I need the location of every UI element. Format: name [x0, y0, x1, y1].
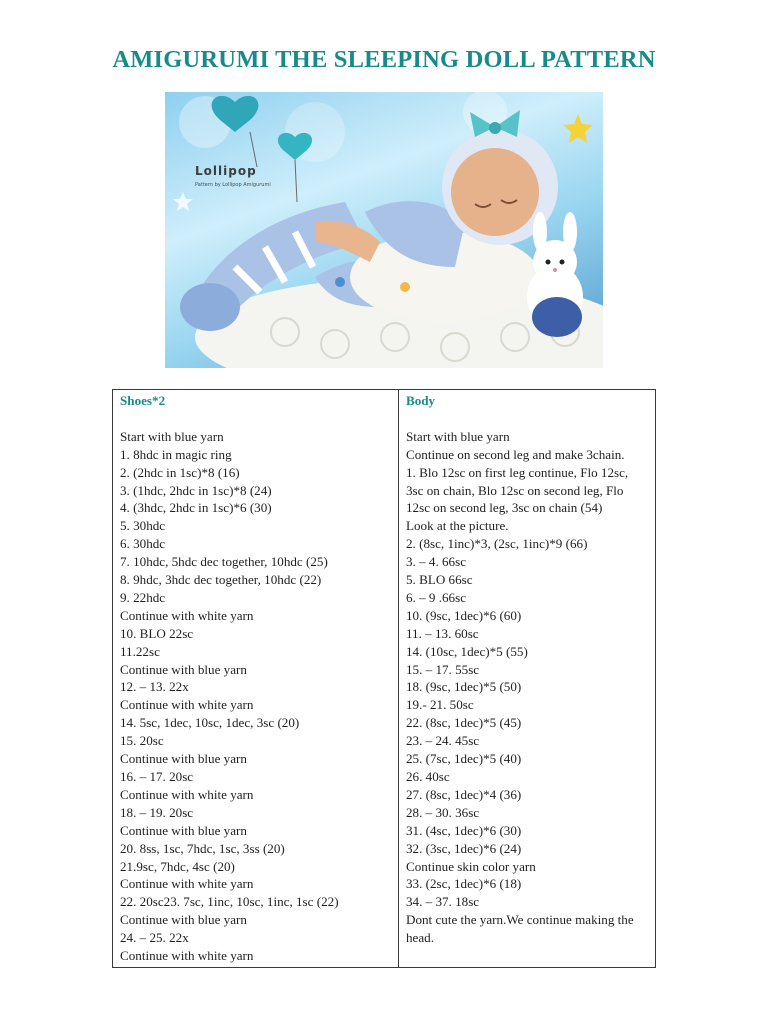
instruction-line: 3. (1hdc, 2hdc in 1sc)*8 (24) — [120, 482, 272, 498]
instruction-line: 1. Blo 12sc on first leg continue, Flo 12sc, 3sc on chain, Blo 12sc on second leg, Flo 12sc on second leg, 3sc on chain (54) — [406, 464, 629, 516]
instruction-line: 18. (9sc, 1dec)*5 (50) — [406, 679, 522, 695]
instruction-line: Continue with white yarn — [120, 948, 254, 964]
instruction-line: 5. 30hdc — [120, 518, 166, 534]
instruction-line: 32. (3sc, 1dec)*6 (24) — [406, 840, 522, 856]
instruction-line: 33. (2sc, 1dec)*6 (18) — [406, 876, 522, 892]
instruction-line: 28. – 30. 36sc — [406, 804, 480, 820]
instruction-line: 20. 8ss, 1sc, 7hdc, 1sc, 3ss (20) — [120, 840, 285, 856]
photo-watermark: Lollipop — [195, 164, 257, 178]
instruction-line: 19.- 21. 50sc — [406, 697, 474, 713]
instruction-line: 10. BLO 22sc — [120, 625, 194, 641]
instruction-line: Continue with white yarn — [120, 876, 254, 892]
instruction-line: Start with blue yarn — [406, 428, 510, 444]
photo-watermark-credit: Pattern by Lollipop Amigurumi — [195, 182, 271, 188]
instruction-line: 4. (3hdc, 2hdc in 1sc)*6 (30) — [120, 500, 272, 516]
instruction-line: Continue with blue yarn — [120, 912, 247, 928]
instruction-line: 21.9sc, 7hdc, 4sc (20) — [120, 858, 235, 874]
instruction-line: 2. (2hdc in 1sc)*8 (16) — [120, 464, 240, 480]
instruction-line: 9. 22hdc — [120, 589, 166, 605]
body-instructions — [406, 428, 648, 947]
instruction-line: Look at the picture. — [406, 518, 509, 534]
instruction-line: 1. 8hdc in magic ring — [120, 446, 232, 462]
instruction-line: 5. BLO 66sc — [406, 572, 473, 588]
instruction-line: 3. – 4. 66sc — [406, 554, 467, 570]
instruction-line: Continue skin color yarn — [406, 858, 536, 874]
instruction-line: 34. – 37. 18sc — [406, 894, 480, 910]
instruction-line: 8. 9hdc, 3hdc dec together, 10hdc (22) — [120, 572, 322, 588]
instruction-line: 11. – 13. 60sc — [406, 625, 479, 641]
shoes-column — [113, 390, 399, 968]
instruction-line: 22. 20sc23. 7sc, 1inc, 10sc, 1inc, 1sc (22) — [120, 894, 339, 910]
instruction-line: 12. – 13. 22x — [120, 679, 189, 695]
pattern-table — [112, 389, 656, 968]
instruction-line: 15. 20sc — [120, 733, 164, 749]
instruction-line: 16. – 17. 20sc — [120, 769, 194, 785]
instruction-line: Continue with white yarn — [120, 786, 254, 802]
instruction-line: 31. (4sc, 1dec)*6 (30) — [406, 822, 522, 838]
instruction-line: 11.22sc — [120, 643, 160, 659]
instruction-line: 7. 10hdc, 5hdc dec together, 10hdc (25) — [120, 554, 328, 570]
instruction-line: 24. – 25. 22x — [120, 930, 189, 946]
instruction-line: 23. – 24. 45sc — [406, 733, 480, 749]
doll-photo — [165, 92, 603, 368]
instruction-line: 14. 5sc, 1dec, 10sc, 1dec, 3sc (20) — [120, 715, 300, 731]
instruction-line: Dont cute the yarn.We continue making the head. — [406, 912, 634, 946]
instruction-line: 6. 30hdc — [120, 536, 166, 552]
star-icon — [563, 114, 593, 143]
instruction-line: 6. – 9 .66sc — [406, 589, 467, 605]
instruction-line: Continue with blue yarn — [120, 661, 247, 677]
bunny-toy — [527, 212, 583, 337]
instruction-line: Continue with blue yarn — [120, 822, 247, 838]
shoes-heading: Shoes*2 — [120, 393, 166, 408]
instruction-line: Continue on second leg and make 3chain. — [406, 446, 625, 462]
instruction-line: Continue with blue yarn — [120, 751, 247, 767]
page-title: AMIGURUMI THE SLEEPING DOLL PATTERN — [112, 46, 656, 73]
instruction-line: Continue with white yarn — [120, 607, 254, 623]
instruction-line: 15. – 17. 55sc — [406, 661, 480, 677]
instruction-line: 2. (8sc, 1inc)*3, (2sc, 1inc)*9 (66) — [406, 536, 588, 552]
instruction-line: 18. – 19. 20sc — [120, 804, 194, 820]
instruction-line: 10. (9sc, 1dec)*6 (60) — [406, 607, 522, 623]
shoes-instructions — [120, 428, 391, 965]
instruction-line: 25. (7sc, 1dec)*5 (40) — [406, 751, 522, 767]
instruction-line: 26. 40sc — [406, 769, 450, 785]
body-column — [399, 390, 656, 968]
doll-illustration — [165, 92, 603, 368]
body-heading: Body — [406, 393, 436, 408]
instruction-line: 22. (8sc, 1dec)*5 (45) — [406, 715, 522, 731]
instruction-line: Continue with white yarn — [120, 697, 254, 713]
instruction-line: Start with blue yarn — [120, 428, 224, 444]
doll-face — [451, 148, 539, 236]
star-icon — [173, 192, 193, 211]
instruction-line: 14. (10sc, 1dec)*5 (55) — [406, 643, 528, 659]
instruction-line: 27. (8sc, 1dec)*4 (36) — [406, 786, 522, 802]
